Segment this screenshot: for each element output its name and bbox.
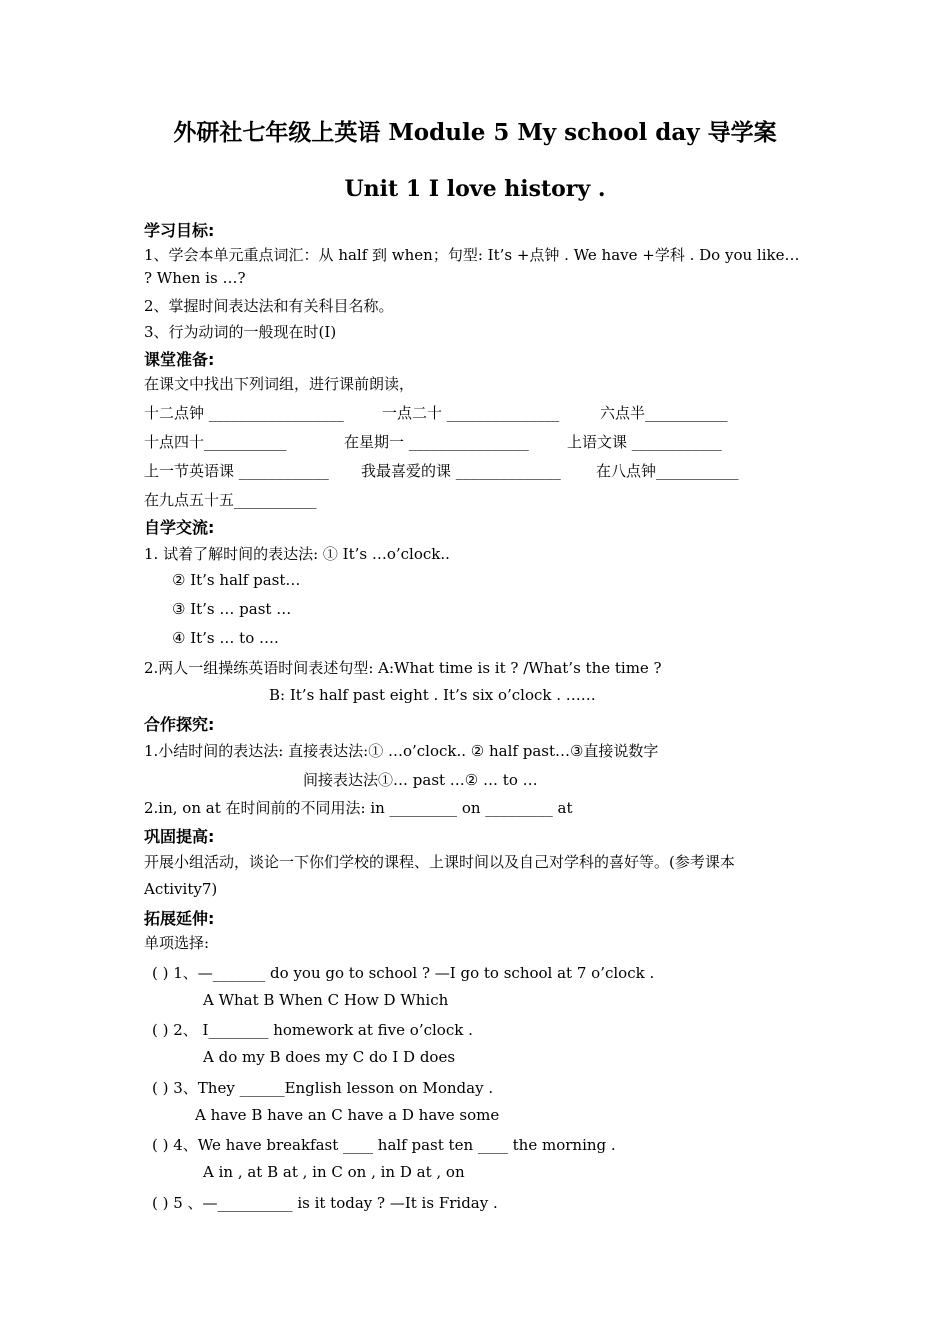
self-q1-option: ④ It’s … to ….: [172, 629, 279, 647]
mc-question: ( ) 1、—_______ do you go to school ? —I go to school at 7 o’clock .: [152, 964, 655, 982]
coop-q1: 1.小结时间的表达法: 直接表达法:① …o’clock.. ② half past…③直接说数字: [144, 742, 659, 760]
coop-heading: 合作探究:: [144, 715, 215, 734]
coop-q1-b: 间接表达法①… past …② … to …: [303, 771, 538, 789]
extend-heading: 拓展延伸:: [144, 909, 215, 928]
mc-options: A in , at B at , in C on , in D at , on: [203, 1163, 465, 1181]
prep-blank: 在九点五十五___________: [144, 491, 317, 509]
goal-item-3: 3、行为动词的一般现在时(I): [144, 323, 337, 341]
mc-question: ( ) 5 、—__________ is it today ? —It is Friday .: [152, 1194, 498, 1212]
self-q2-b: B: It’s half past eight . It’s six o’clock . ……: [269, 686, 596, 704]
extend-subheading: 单项选择:: [144, 934, 210, 952]
self-study-heading: 自学交流:: [144, 518, 215, 537]
prep-blank: 上一节英语课 ____________: [144, 462, 329, 480]
mc-question: ( ) 2、 I________ homework at five o’clock .: [152, 1021, 473, 1039]
self-q2: 2.两人一组操练英语时间表述句型: A:What time is it ? /What’s the time ?: [144, 659, 662, 677]
consolidate-heading: 巩固提高:: [144, 827, 215, 846]
prep-blank: 在星期一 ________________: [344, 433, 529, 451]
prep-blank: 在八点钟___________: [596, 462, 739, 480]
goal-item-1-cont: ? When is …?: [144, 269, 246, 287]
goal-item-1: 1、学会本单元重点词汇：从 half 到 when；句型: It’s +点钟 . We have +学科 . Do you like…: [144, 246, 800, 264]
mc-question: ( ) 3、They ______English lesson on Monday .: [152, 1079, 494, 1097]
coop-q2: 2.in, on at 在时间前的不同用法: in _________ on _________ at: [144, 799, 573, 817]
goal-item-2: 2、掌握时间表达法和有关科目名称。: [144, 297, 394, 315]
prep-blank: 我最喜爱的课 ______________: [361, 462, 561, 480]
unit-title: Unit 1 I love history .: [344, 176, 606, 202]
prep-blank: 十二点钟 __________________: [144, 404, 344, 422]
document-title: 外研社七年级上英语 Module 5 My school day 导学案: [173, 119, 777, 146]
self-q1-option: ② It’s half past…: [172, 571, 301, 589]
consolidate-text: 开展小组活动，谈论一下你们学校的课程、上课时间以及自己对学科的喜好等。(参考课本: [144, 853, 735, 871]
prep-blank: 一点二十 _______________: [382, 404, 560, 422]
mc-options: A have B have an C have a D have some: [195, 1106, 500, 1124]
prep-blank: 上语文课 ____________: [567, 433, 722, 451]
self-q1: 1. 试着了解时间的表达法: ① It’s …o’clock..: [144, 545, 450, 563]
prep-blank: 十点四十___________: [144, 433, 287, 451]
mc-options: A do my B does my C do I D does: [203, 1048, 456, 1066]
prep-blank: 六点半___________: [600, 404, 728, 422]
goals-heading: 学习目标:: [144, 221, 215, 240]
mc-question: ( ) 4、We have breakfast ____ half past ten ____ the morning .: [152, 1136, 616, 1154]
prep-heading: 课堂准备:: [144, 350, 215, 369]
mc-options: A What B When C How D Which: [203, 991, 449, 1009]
consolidate-text-cont: Activity7): [144, 880, 218, 898]
prep-intro: 在课文中找出下列词组，进行课前朗读，: [144, 375, 415, 393]
self-q1-option: ③ It’s … past …: [172, 600, 292, 618]
